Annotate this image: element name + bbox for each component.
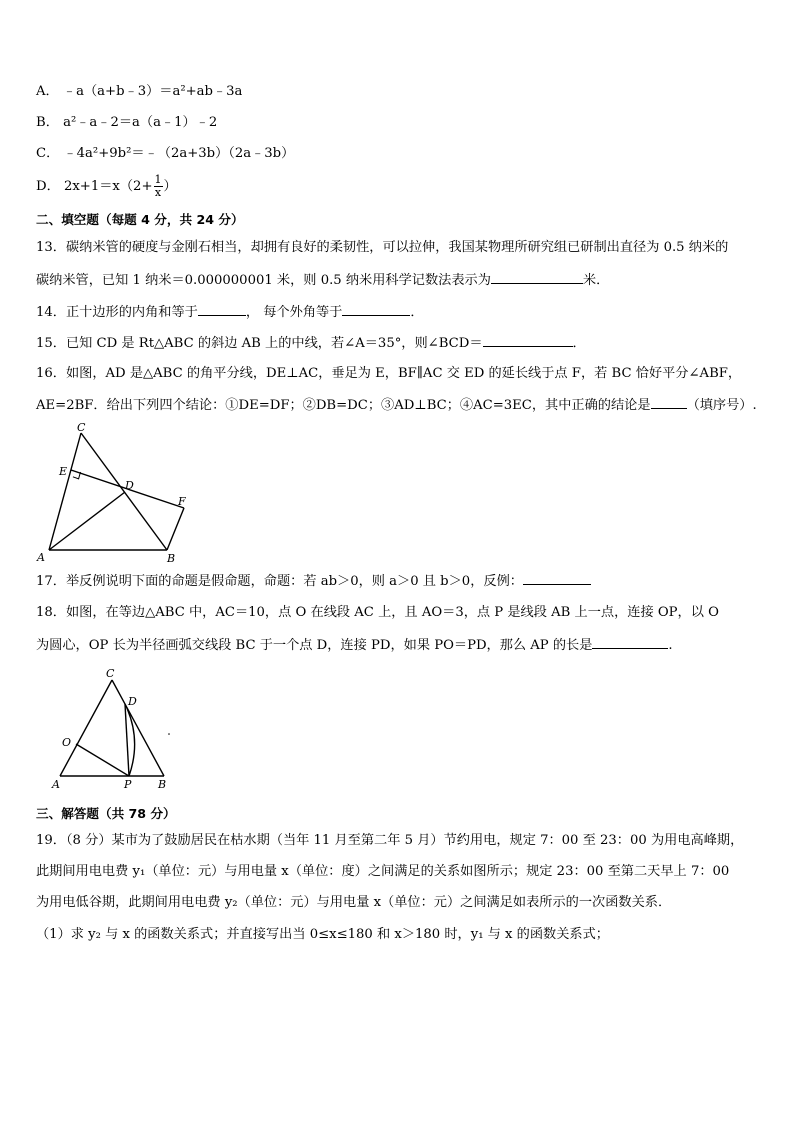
- label-a: A: [37, 551, 45, 564]
- figure-16: [34, 420, 204, 565]
- option-d-prefix: 2x+1＝x（2+: [63, 179, 153, 194]
- q15-line: [36, 334, 586, 352]
- option-d: [36, 172, 177, 202]
- segment-pd: [125, 704, 129, 776]
- q18-text: 为圆心，OP 长为半径画弧交线段 BC 于一个点 D，连接 PD，如果 PO＝PD，那么 AP 的长是: [36, 638, 593, 653]
- option-d-label: D．: [36, 179, 60, 194]
- option-a: [36, 84, 242, 100]
- q14-answer-blank-2[interactable]: [342, 303, 410, 316]
- label-f: F: [178, 495, 186, 508]
- q17-line: [36, 572, 591, 590]
- segment-cb: [81, 433, 167, 550]
- q13-text: 碳纳米管，已知 1 纳米＝0.000000001 米，则 0.5 纳米用科学记数法表示为: [36, 273, 491, 288]
- q18-end: .: [668, 638, 673, 653]
- q17-answer-blank[interactable]: [523, 572, 591, 585]
- segment-op: [76, 744, 129, 776]
- q16-text: AE=2BF．给出下列四个结论：①DE=DF；②DB=DC；③AD⊥BC；④AC=3EC，其中正确的结论是: [36, 398, 651, 413]
- q16-line2: [36, 396, 757, 414]
- q14-end: ．: [410, 305, 424, 320]
- fraction-denominator: x: [154, 186, 162, 199]
- label-p: P: [124, 778, 132, 791]
- label-c: C: [106, 667, 115, 680]
- q14-answer-blank-1[interactable]: [198, 303, 246, 316]
- q15-text: 15．已知 CD 是 Rt△ABC 的斜边 AB 上的中线，若∠A＝35°，则∠BCD＝: [36, 336, 483, 351]
- q18-answer-blank[interactable]: [592, 636, 668, 649]
- label-e: E: [59, 465, 68, 478]
- section-2-title: 二、填空题（每题 4 分，共 24 分）: [36, 212, 244, 227]
- option-a-text: ﹣a（a+b﹣3）＝a²+ab﹣3a: [62, 84, 243, 99]
- option-c: [36, 146, 294, 162]
- option-b-text: a²﹣a﹣2＝a（a﹣1）﹣2: [63, 115, 218, 130]
- option-d-fraction: [154, 174, 163, 199]
- label-o: O: [62, 736, 72, 749]
- option-a-label: A．: [36, 84, 59, 99]
- label-b: B: [158, 778, 167, 791]
- segment-ac: [49, 433, 81, 550]
- label-b: B: [167, 552, 176, 565]
- label-d: D: [128, 695, 137, 708]
- q13-line2: [36, 271, 609, 289]
- option-d-suffix: ）: [163, 179, 177, 194]
- q13-unit: 米．: [582, 273, 610, 288]
- q19-line1: 19．（8 分）某市为了鼓励居民在枯水期（当年 11 月至第二年 5 月）节约用电，规定 7：00 至 23：00 为用电高峰期，: [36, 833, 744, 848]
- segment-ad: [49, 492, 125, 550]
- label-d: D: [125, 479, 134, 492]
- label-a: A: [52, 778, 60, 791]
- q14-text-2: ， 每个外角等于: [245, 305, 343, 320]
- label-c: C: [77, 421, 86, 434]
- q14-text: 14．正十边形的内角和等于: [36, 305, 198, 320]
- q18-line1: 18．如图，在等边△ABC 中，AC＝10，点 O 在线段 AC 上，且 AO＝3，点 P 是线段 AB 上一点，连接 OP，以 O: [36, 605, 719, 620]
- q15-answer-blank[interactable]: [483, 334, 573, 347]
- q13-line1: 13．碳纳米管的硬度与金刚石相当，却拥有良好的柔韧性，可以拉伸，我国某物理所研究组已研制出直径为 0.5 纳米的: [36, 240, 729, 255]
- option-b: [36, 115, 217, 131]
- fraction-numerator: 1: [154, 173, 162, 186]
- q16-answer-blank[interactable]: [651, 396, 687, 409]
- q16-line1: 16．如图，AD 是△ABC 的角平分线，DE⊥AC，垂足为 E，BF∥AC 交 ED 的延长线于点 F，若 BC 恰好平分∠ABF，: [36, 366, 742, 381]
- q15-end: ．: [572, 336, 586, 351]
- option-b-label: B．: [36, 115, 59, 130]
- q18-line2: [36, 636, 673, 654]
- q19-line2: 此期间用电电费 y₁（单位：元）与用电量 x（单位：度）之间满足的关系如图所示；规定 23：00 至第二天早上 7：00: [36, 864, 730, 879]
- figure-18: [48, 664, 183, 794]
- q16-end: （填序号）.: [686, 398, 757, 413]
- segment-fb: [167, 508, 184, 550]
- q19-line4: （1）求 y₂ 与 x 的函数关系式；并直接写出当 0≤x≤180 和 x＞180 时，y₁ 与 x 的函数关系式；: [36, 927, 609, 942]
- option-c-label: C．: [36, 146, 60, 161]
- q13-answer-blank[interactable]: [491, 271, 583, 284]
- stray-dot: [168, 733, 170, 735]
- segment-cb: [112, 680, 164, 776]
- section-3-title: 三、解答题（共 78 分）: [36, 806, 176, 821]
- q17-text: 17．举反例说明下面的命题是假命题，命题：若 ab＞0，则 a＞0 且 b＞0，反例：: [36, 574, 523, 589]
- q14-line: [36, 303, 424, 321]
- option-c-text: ﹣4a²+9b²＝﹣（2a+3b）（2a﹣3b）: [63, 146, 295, 161]
- q19-line3: 为用电低谷期，此期间用电电费 y₂（单位：元）与用电量 x（单位：元）之间满足如表所示的一次函数关系．: [36, 895, 672, 910]
